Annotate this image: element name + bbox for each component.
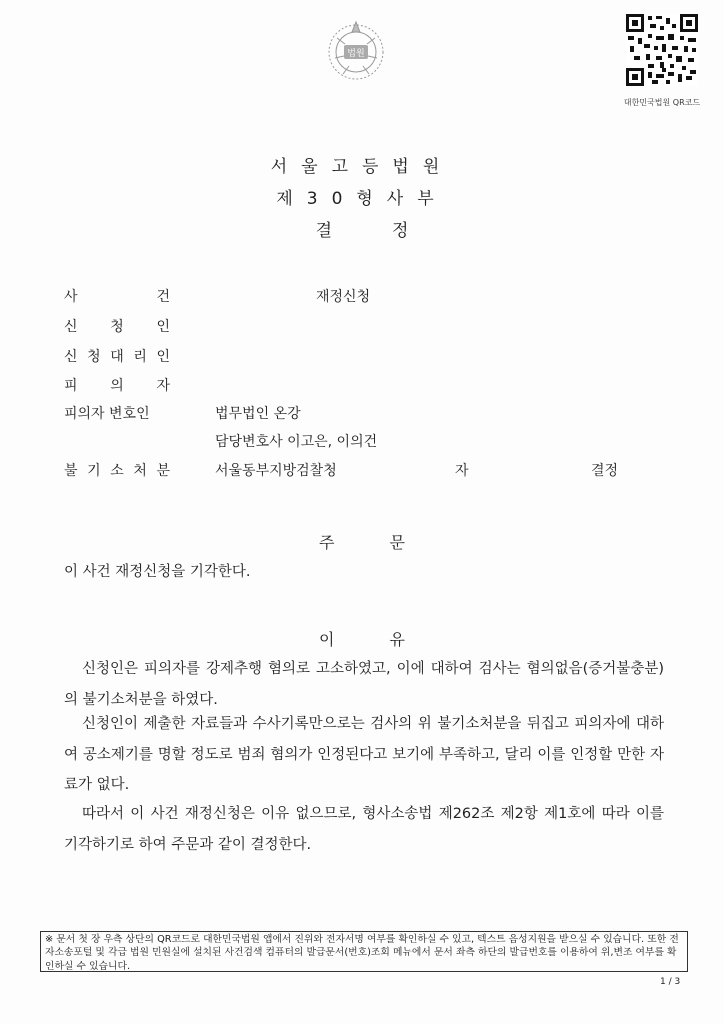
field-value-prosecutor-office: 서울동부지방검찰청 [215,463,337,479]
reason-heading: 이 유 [319,630,405,649]
court-name: 서울고등법원 [270,157,454,177]
reason-paragraph-1: 신청인은 피의자를 강제추행 혐의로 고소하였고, 이에 대하여 검사는 혐의없음(증거불충분)의 불기소처분을 하였다. [64,661,664,708]
field-value-case: 재정신청 [316,289,371,305]
field-label-non-indictment: 불 기 소 처 분 [64,463,170,479]
qr-code-icon [626,14,698,86]
seal-text: 법원 [347,49,365,59]
division-name: 제30형사부 [276,189,448,209]
document-type: 결정 [315,221,469,241]
field-label-applicant-agent: 신 청 대 리 인 [64,349,170,365]
qr-code-label: 대한민국법원 QR코드 [623,98,701,107]
order-text: 이 사건 재정신청을 기각한다. [64,564,251,580]
field-label-applicant: 신 청 인 [64,319,170,335]
page-number: 1 / 3 [660,977,681,987]
field-value-law-firm: 법무법인 온강 [215,406,301,422]
field-value-decision: 결정 [591,463,619,479]
field-value-attorneys: 담당변호사 이고은, 이의건 [215,434,378,450]
order-heading: 주 문 [319,533,405,552]
reason-paragraph-2: 신청인이 제출한 자료들과 수사기록만으로는 검사의 위 불기소처분을 뒤집고 피의자에 대하여 공소제기를 명할 정도로 범죄 혐의가 인정된다고 보기에 부족하고, 달리 이를 인정할 만한 자료가 없다. [64,716,664,793]
field-label-case: 사 건 [64,289,170,305]
reason-paragraph-3: 따라서 이 사건 재정신청은 이유 없으므로, 형사소송법 제262조 제2항 제1호에 따라 이를 기각하기로 하여 주문과 같이 결정한다. [64,806,664,853]
field-label-suspect-counsel: 피의자 변호인 [64,406,150,422]
verification-notice: ※ 문서 첫 장 우측 상단의 QR코드로 대한민국법원 앱에서 진위와 전자서명 여부를 확인하실 수 있고, 텍스트 음성지원을 받으실 수 있습니다. 또한 전자소송포털 및 각급 법원 민원실에 설치된 사건검색 컴퓨터의 발급문서(번호)조회 메뉴에서 문서 좌측 하단의 발급번호를 이용하여 위,변조 여부를 확인하실 수 있습니다. [40,931,688,972]
field-label-suspect: 피 의 자 [64,378,170,394]
court-seal-icon [327,18,385,86]
field-value-date-suffix: 자 [455,463,469,479]
